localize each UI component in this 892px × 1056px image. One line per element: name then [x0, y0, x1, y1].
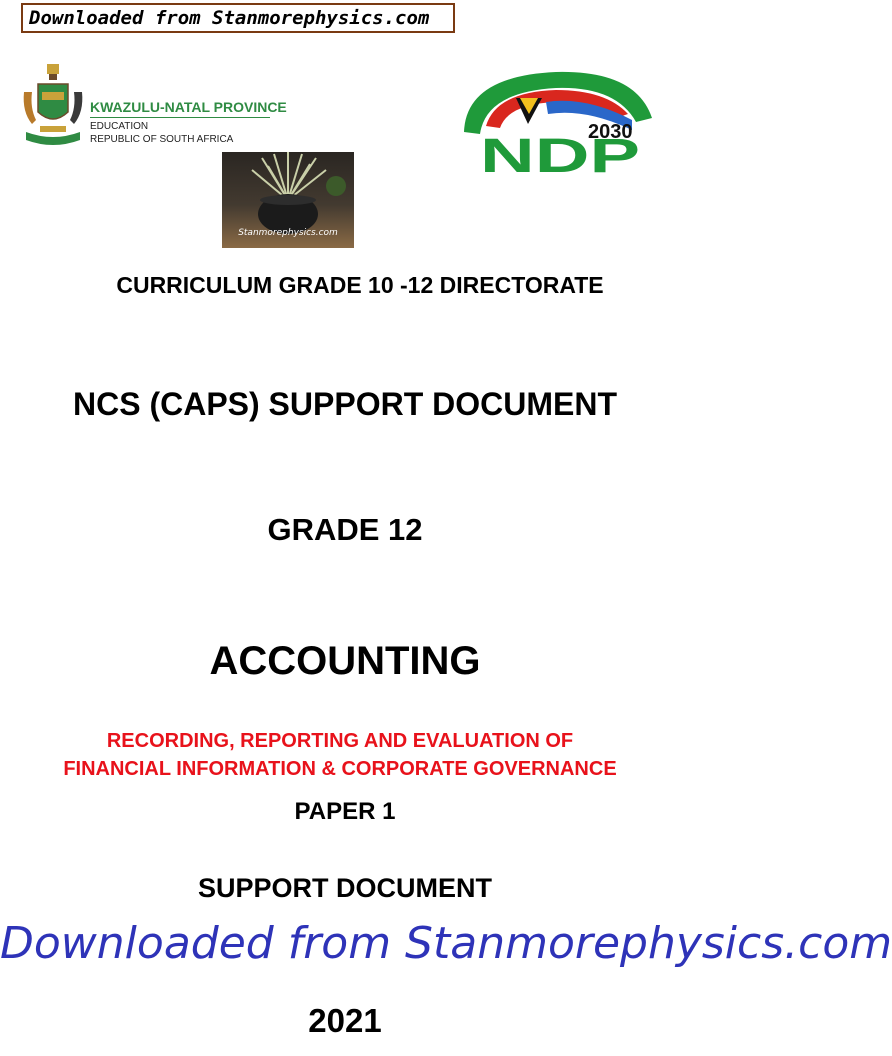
- document-type-heading: NCS (CAPS) SUPPORT DOCUMENT: [72, 386, 617, 422]
- plant-pot-photo: [222, 152, 354, 248]
- download-banner-bottom[interactable]: Downloaded from Stanmorephysics.com: [0, 918, 892, 969]
- subject-heading: ACCOUNTING: [209, 639, 481, 683]
- document-year: 2021: [308, 1002, 382, 1039]
- kzn-divider: [90, 117, 270, 118]
- kzn-coat-of-arms-icon: [20, 62, 86, 154]
- kzn-department: EDUCATION: [90, 121, 149, 132]
- ndp-year: 2030: [588, 121, 633, 143]
- kzn-province-name: KWAZULU-NATAL PROVINCE: [90, 99, 287, 115]
- directorate-heading: CURRICULUM GRADE 10 -12 DIRECTORATE: [116, 272, 604, 298]
- paper-number: PAPER 1: [294, 798, 396, 825]
- ndp-2030-logo-icon: [456, 62, 656, 183]
- photo-watermark: Stanmorephysics.com: [238, 228, 338, 238]
- topic-line-2: FINANCIAL INFORMATION & CORPORATE GOVERNANCE: [63, 758, 617, 780]
- topic-line-1: RECORDING, REPORTING AND EVALUATION OF: [106, 730, 574, 752]
- support-document-label: SUPPORT DOCUMENT: [197, 873, 492, 903]
- download-banner-top[interactable]: Downloaded from Stanmorephysics.com: [21, 3, 455, 33]
- ndp-letters: NDP: [480, 130, 640, 183]
- grade-heading: GRADE 12: [267, 512, 423, 547]
- kzn-country: REPUBLIC OF SOUTH AFRICA: [90, 134, 234, 145]
